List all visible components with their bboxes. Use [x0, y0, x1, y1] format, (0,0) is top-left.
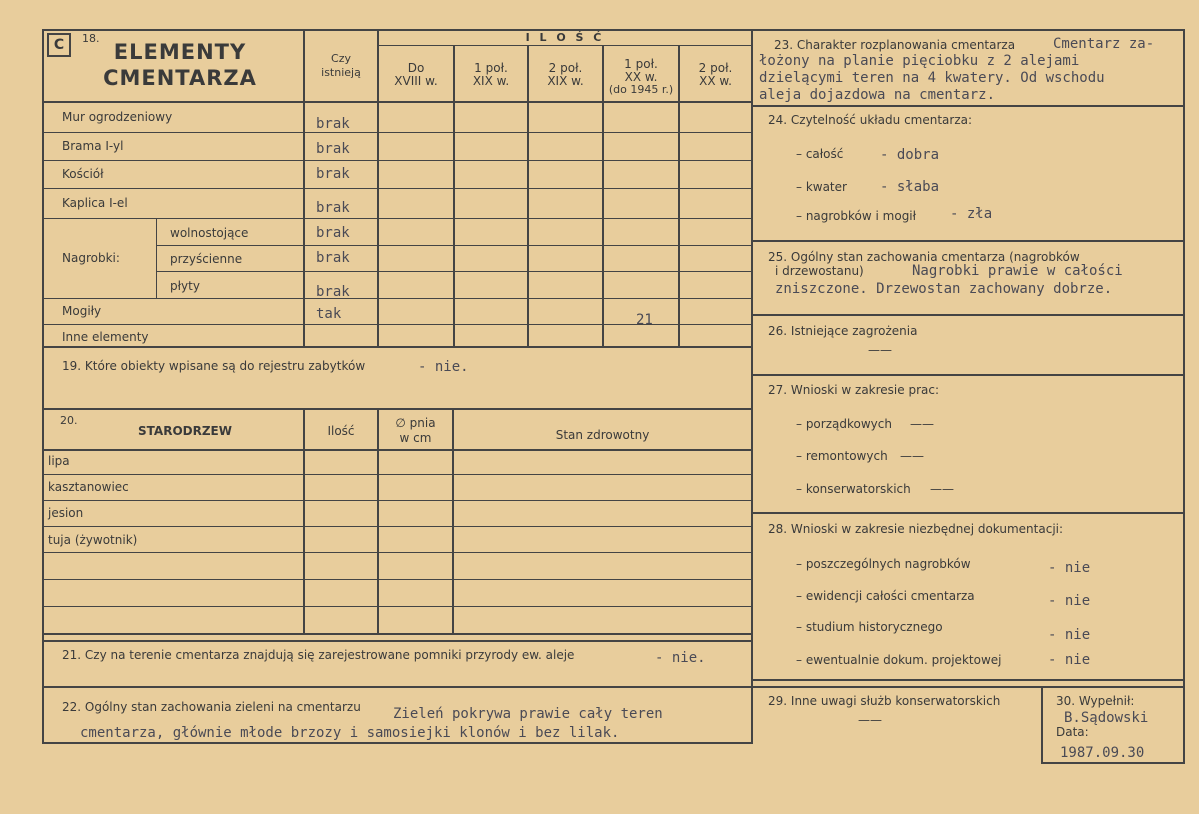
section-22-value-line1: Zieleń pokrywa prawie cały teren [393, 706, 663, 722]
rule [751, 240, 1185, 242]
rule [156, 271, 753, 272]
col-period-line3: (do 1945 r.) [608, 83, 674, 96]
section-18-number: 18. [82, 32, 100, 45]
graves-wall-label: przyścienne [170, 252, 243, 266]
section-26-label: 26. Istniejące zagrożenia [768, 324, 918, 338]
rule [751, 314, 1185, 316]
row-label-chapel: Kaplica I-el [62, 196, 128, 210]
rule [377, 45, 753, 46]
rule [678, 45, 680, 347]
filled-by-name: B.Sądowski [1064, 710, 1149, 726]
col-period-line1: 1 poł. [474, 61, 508, 75]
graves-freestanding-value: brak [316, 225, 350, 241]
rule [42, 640, 753, 642]
section-19-value: - nie. [418, 359, 469, 375]
col-health: Stan zdrowotny [555, 428, 650, 442]
section-25-value-line1: Nagrobki prawie w całości [912, 263, 1123, 279]
rule [751, 105, 1185, 107]
section-23-value-line3: dzielącymi teren na 4 kwatery. Od wschodu [759, 70, 1105, 86]
section-19-label: 19. Które obiekty wpisane są do rejestru zabytków [62, 359, 366, 373]
rule [156, 245, 753, 246]
date-value: 1987.09.30 [1060, 745, 1145, 761]
section-22-label: 22. Ogólny stan zachowania zieleni na cmentarzu [62, 700, 361, 714]
col-period-line1: Do [407, 61, 425, 75]
rule [1041, 686, 1043, 764]
rule [751, 29, 1185, 31]
rule [42, 101, 753, 103]
graves-label: Nagrobki: [62, 251, 120, 265]
rule [42, 29, 44, 744]
col-exists-label-1: Czy [331, 52, 351, 65]
col-period-line2: XIX w. [472, 74, 510, 88]
rule [42, 552, 753, 553]
s24-item-label-3: – nagrobków i mogił [796, 209, 917, 223]
s28-item-label-1: – poszczególnych nagrobków [796, 557, 971, 571]
rule [453, 45, 455, 347]
s28-item-value-1: - nie [1048, 560, 1091, 576]
section-25-label-line2: i drzewostanu) [775, 264, 864, 278]
col-count: Ilość [327, 424, 355, 438]
col-period-line2: XX w. [699, 74, 732, 88]
rule [42, 742, 753, 744]
rule [42, 160, 753, 161]
s28-item-value-3: - nie [1048, 627, 1091, 643]
tree-row-3: jesion [48, 506, 84, 520]
rule [527, 45, 529, 347]
section-23-value-line2: łożony na planie pięciobku z 2 alejami [759, 53, 1080, 69]
col-period-line1: 2 poł. [548, 61, 583, 75]
section-22-value-line2: cmentarza, głównie młode brzozy i samosiejki klonów i bez lilak. [80, 725, 620, 741]
section-27-label: 27. Wnioski w zakresie prac: [768, 383, 940, 397]
row-label-graves-mounds: Mogiły [62, 304, 102, 318]
s27-item-value-2: —— [900, 449, 924, 463]
section-25-label-line1: 25. Ogólny stan zachowania cmentarza (nagrobków [768, 250, 1080, 264]
section-25-value-line2: zniszczone. Drzewostan zachowany dobrze. [775, 281, 1113, 297]
row-label-gate: Brama I-yl [62, 139, 124, 153]
section-20-number: 20. [60, 414, 78, 427]
s24-item-value-1: - dobra [880, 147, 940, 163]
graves-freestanding-label: wolnostojące [170, 226, 249, 240]
section-24-label: 24. Czytelność układu cmentarza: [768, 113, 973, 127]
col-period-line2: XX w. [624, 70, 658, 84]
section-29-label: 29. Inne uwagi służb konserwatorskich [768, 694, 1001, 708]
s28-item-value-4: - nie [1048, 652, 1091, 668]
col-period-line1: 1 poł. [624, 57, 658, 71]
section-18-title-line2: CMENTARZA [103, 66, 257, 90]
s28-item-value-2: - nie [1048, 593, 1091, 609]
row-value-gate: brak [316, 141, 350, 157]
rule [751, 679, 1185, 681]
row-count-graves-mounds: 21 [636, 312, 653, 328]
rule [303, 408, 305, 634]
col-diameter-2: w cm [399, 431, 432, 445]
section-23-label: 23. Charakter rozplanowania cmentarza [774, 38, 1016, 52]
s24-item-value-3: - zła [950, 206, 993, 222]
s27-item-label-1: – porządkowych [796, 417, 892, 431]
section-23-value-line4: aleja dojazdowa na cmentarz. [759, 87, 996, 103]
section-29-value: —— [858, 713, 882, 727]
col-diameter-1: ∅ pnia [395, 416, 436, 430]
rule [42, 526, 753, 527]
s27-item-value-3: —— [930, 482, 954, 496]
s27-item-label-3: – konserwatorskich [796, 482, 911, 496]
s27-item-value-1: —— [910, 417, 934, 431]
row-label-church: Kościół [62, 167, 104, 181]
col-exists-label-2: istnieją [321, 66, 361, 79]
s28-item-label-3: – studium historycznego [796, 620, 943, 634]
tree-row-2: kasztanowiec [48, 480, 129, 494]
section-20-title: STARODRZEW [138, 424, 232, 438]
rule [42, 606, 753, 607]
rule [42, 188, 753, 189]
section-28-label: 28. Wnioski w zakresie niezbędnej dokumentacji: [768, 522, 1064, 536]
row-value-graves-mounds: tak [316, 306, 342, 322]
graves-wall-value: brak [316, 250, 350, 266]
graves-slabs-label: płyty [170, 279, 200, 293]
row-value-church: brak [316, 166, 350, 182]
section-21-value: - nie. [655, 650, 706, 666]
section-marker: C [47, 33, 71, 57]
s27-item-label-2: – remontowych [796, 449, 888, 463]
row-value-wall: brak [316, 116, 350, 132]
rule [42, 298, 753, 299]
rule [751, 374, 1185, 376]
rule [42, 346, 753, 348]
s28-item-label-4: – ewentualnie dokum. projektowej [796, 653, 1002, 667]
tree-row-1: lipa [48, 454, 70, 468]
col-period-line2: XVIII w. [394, 74, 438, 88]
s24-item-label-1: – całość [796, 147, 844, 161]
rule [751, 29, 753, 744]
row-label-wall: Mur ogrodzeniowy [62, 110, 173, 124]
s24-item-label-2: – kwater [796, 180, 847, 194]
s24-item-value-2: - słaba [880, 179, 940, 195]
rule [42, 449, 753, 451]
row-label-other: Inne elementy [62, 330, 149, 344]
rule [42, 633, 753, 635]
rule [1041, 762, 1185, 764]
rule [156, 218, 157, 298]
row-value-chapel: brak [316, 200, 350, 216]
rule [42, 686, 753, 688]
section-26-value: —— [868, 343, 892, 357]
section-21-label: 21. Czy na terenie cmentarza znajdują się zarejestrowane pomniki przyrody ew. aleje [62, 648, 575, 662]
tree-row-4: tuja (żywotnik) [48, 533, 138, 547]
section-18-title-line1: ELEMENTY [113, 40, 247, 64]
rule [1183, 29, 1185, 764]
rule [42, 474, 753, 475]
section-30-label: 30. Wypełnił: [1056, 694, 1135, 708]
rule [42, 132, 753, 133]
rule [42, 218, 753, 219]
graves-slabs-value: brak [316, 284, 350, 300]
section-23-value-line1: Cmentarz za- [1053, 36, 1155, 52]
col-period-line2: XIX w. [547, 74, 584, 88]
rule [42, 408, 753, 410]
rule [42, 579, 753, 580]
rule [751, 686, 1185, 688]
col-period-line1: 2 poł. [698, 61, 733, 75]
rule [751, 512, 1185, 514]
s28-item-label-2: – ewidencji całości cmentarza [796, 589, 975, 603]
rule [42, 500, 753, 501]
date-label: Data: [1056, 725, 1089, 739]
ilosc-header: I L O Ś Ć [525, 31, 605, 44]
